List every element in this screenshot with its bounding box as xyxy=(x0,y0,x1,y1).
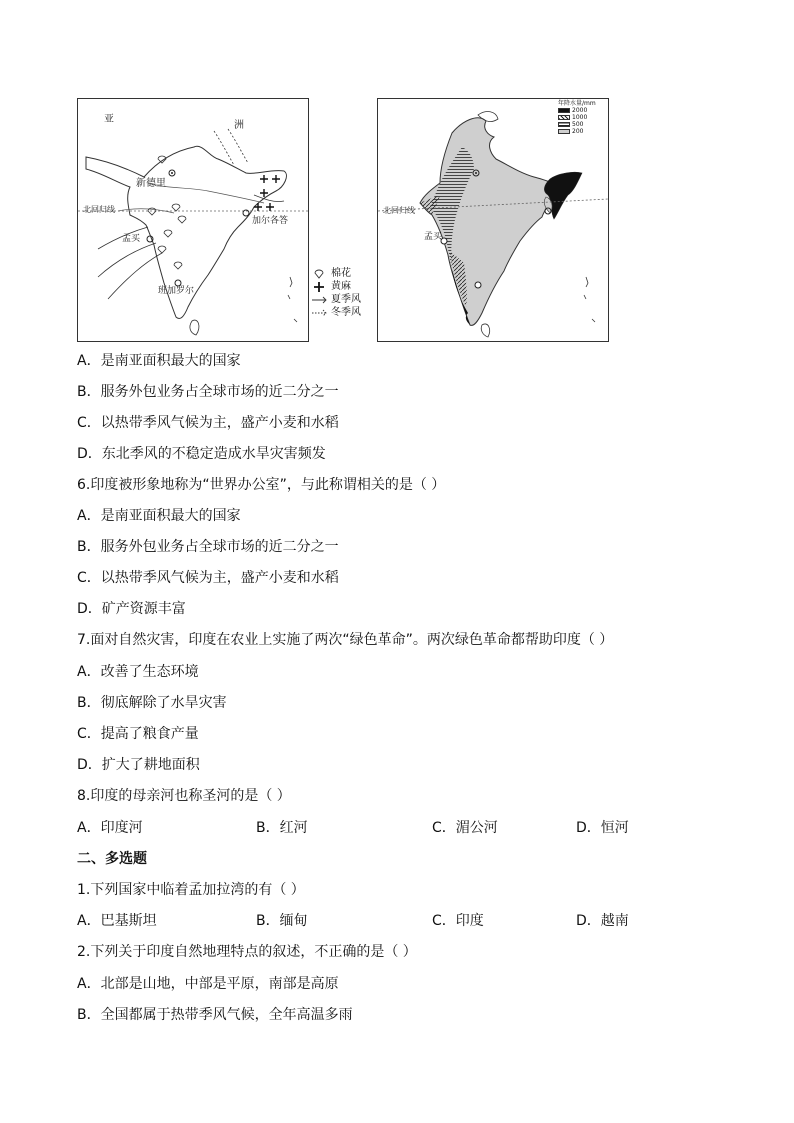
m1-option-b: B．缅甸 xyxy=(256,913,308,929)
india-agriculture-map xyxy=(77,98,309,342)
q6-option-d: D．矿产资源丰富 xyxy=(77,601,186,617)
cotton-icon xyxy=(311,268,329,280)
q5-option-d: D．东北季风的不稳定造成水旱灾害频发 xyxy=(77,446,326,462)
q8-stem: 8.印度的母亲河也称圣河的是（ ） xyxy=(77,788,291,804)
q7-option-d: D．扩大了耕地面积 xyxy=(77,757,200,773)
jute-icon xyxy=(311,281,329,293)
legend-winter-monsoon-label: 冬季风 xyxy=(331,307,361,318)
q8-option-d: D．恒河 xyxy=(576,820,629,836)
section-title-multiple-choice: 二、多选题 xyxy=(77,851,147,867)
q8-option-a: A．印度河 xyxy=(77,820,143,836)
m2-option-b: B．全国都属于热带季风气候，全年高温多雨 xyxy=(77,1007,353,1023)
q7-option-c: C．提高了粮食产量 xyxy=(77,726,199,742)
precip-row xyxy=(558,114,604,121)
m2-stem: 2.下列关于印度自然地理特点的叙述，不正确的是（ ） xyxy=(77,944,417,960)
q6-option-a: A．是南亚面积最大的国家 xyxy=(77,508,241,524)
precip-swatch-500 xyxy=(558,122,570,127)
precip-row xyxy=(558,128,604,135)
map-label-mumbai: 孟买 xyxy=(122,234,141,244)
map-label-mumbai-right: 孟买 xyxy=(424,232,443,242)
map-label-asia-zhou: 洲 xyxy=(234,120,244,131)
q7-option-a: A．改善了生态环境 xyxy=(77,664,199,680)
legend-summer-monsoon-label: 夏季风 xyxy=(331,294,361,305)
precip-swatch-200 xyxy=(558,129,570,134)
q6-option-c: C．以热带季风气候为主，盛产小麦和水稻 xyxy=(77,570,339,586)
q5-option-a: A．是南亚面积最大的国家 xyxy=(77,353,241,369)
precip-value: 500 xyxy=(572,121,584,128)
q5-option-c: C．以热带季风气候为主，盛产小麦和水稻 xyxy=(77,415,339,431)
m1-option-a: A．巴基斯坦 xyxy=(77,913,157,929)
precip-value: 1000 xyxy=(572,114,588,121)
map-label-new-delhi: 新德里 xyxy=(136,178,166,189)
map-label-tropic-right: 北回归线 xyxy=(383,206,415,215)
m2-option-a: A．北部是山地，中部是平原，南部是高原 xyxy=(77,976,339,992)
m1-stem: 1.下列国家中临着孟加拉湾的有（ ） xyxy=(77,882,305,898)
map-label-kolkata: 加尔各答 xyxy=(252,216,289,226)
precip-row xyxy=(558,121,604,128)
q7-option-b: B．彻底解除了水旱灾害 xyxy=(77,695,227,711)
map-label-tropic: 北回归线 xyxy=(83,205,115,214)
india-precipitation-map xyxy=(377,98,609,342)
map-label-bangalore: 班加罗尔 xyxy=(158,286,195,296)
precip-row xyxy=(558,107,604,114)
precip-swatch-1000 xyxy=(558,115,570,120)
precipitation-legend-title: 年降水量/mm xyxy=(558,100,596,107)
solid-arrow-icon xyxy=(311,294,329,306)
q6-stem: 6.印度被形象地称为“世界办公室”，与此称谓相关的是（ ） xyxy=(77,477,446,493)
q8-option-c: C．湄公河 xyxy=(432,820,498,836)
legend-row-cotton xyxy=(311,268,381,281)
legend-row-jute xyxy=(311,281,381,294)
dashed-arrow-icon xyxy=(311,307,329,319)
legend-row-summer-monsoon xyxy=(311,294,381,307)
q6-option-b: B．服务外包业务占全球市场的近二分之一 xyxy=(77,539,339,555)
legend-jute-label: 黄麻 xyxy=(331,281,351,292)
map-label-asia-ya: 亚 xyxy=(104,114,114,125)
legend-row-winter-monsoon xyxy=(311,307,381,320)
q5-option-b: B．服务外包业务占全球市场的近二分之一 xyxy=(77,384,339,400)
m1-option-d: D．越南 xyxy=(576,913,629,929)
q8-option-b: B．红河 xyxy=(256,820,308,836)
q7-stem: 7.面对自然灾害，印度在农业上实施了两次“绿色革命”。两次绿色革命都帮助印度（ ） xyxy=(77,632,614,648)
cotton-icon-group xyxy=(148,156,186,269)
india-outline-right xyxy=(378,99,608,341)
m1-option-c: C．印度 xyxy=(432,913,484,929)
legend-cotton-label: 棉花 xyxy=(331,268,351,279)
precip-value: 2000 xyxy=(572,107,588,114)
precipitation-legend xyxy=(558,100,604,135)
precip-value: 200 xyxy=(572,128,584,135)
precip-swatch-2000 xyxy=(558,108,570,113)
jute-icon-group xyxy=(254,175,280,211)
map-legend xyxy=(311,268,381,320)
